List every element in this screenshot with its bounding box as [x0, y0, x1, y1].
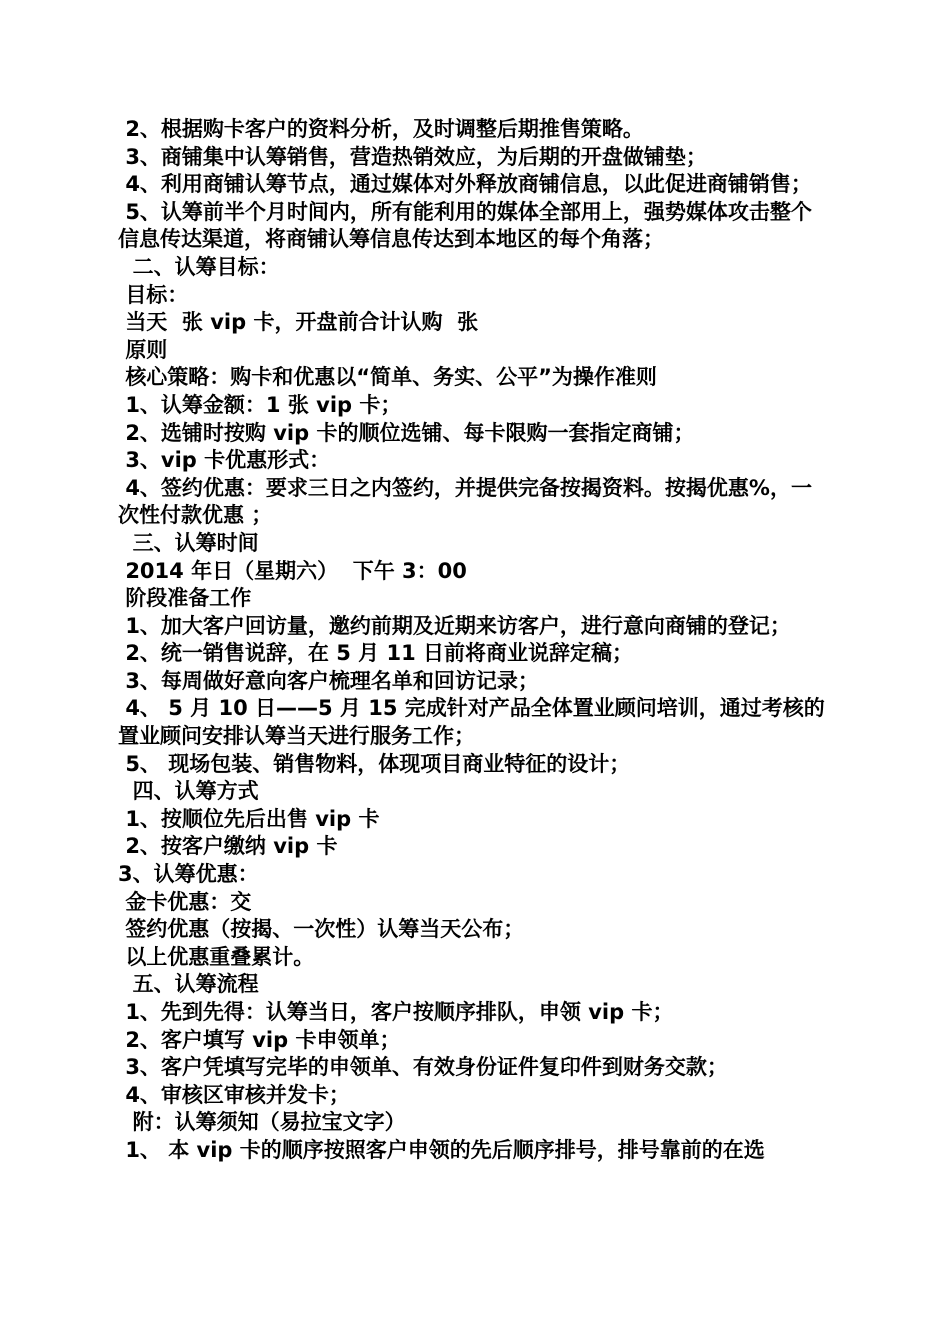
- text-line: 原则: [118, 337, 168, 362]
- text-line: 2、按客户缴纳 vip 卡: [118, 834, 338, 859]
- text-line: 3、客户凭填写完毕的申领单、有效身份证件复印件到财务交款；: [118, 1055, 728, 1080]
- text-line: 四、认筹方式: [118, 779, 259, 804]
- text-line: 金卡优惠：交: [118, 889, 252, 914]
- text-line: 2、选铺时按购 vip 卡的顺位选铺、每卡限购一套指定商铺；: [118, 420, 695, 445]
- text-line: 3、vip 卡优惠形式：: [118, 448, 331, 473]
- text-line: 4、审核区审核并发卡；: [118, 1082, 350, 1107]
- text-line: 以上优惠重叠累计。: [118, 944, 315, 969]
- text-line: 1、加大客户回访量，邀约前期及近期来访客户，进行意向商铺的登记；: [118, 613, 791, 638]
- text-line: 当天 张 vip 卡，开盘前合计认购 张: [118, 310, 479, 335]
- text-line: 二、认筹目标：: [118, 254, 280, 279]
- text-line: 附：认筹须知（易拉宝文字）: [118, 1110, 406, 1135]
- text-line: 2、统一销售说辞，在 5 月 11 日前将商业说辞定稿；: [118, 641, 634, 666]
- text-line: 签约优惠（按揭、一次性）认筹当天公布；: [118, 917, 525, 942]
- text-line: 2、根据购卡客户的资料分析，及时调整后期推售策略。: [118, 117, 644, 141]
- text-line: 3、商铺集中认筹销售，营造热销效应，为后期的开盘做铺垫；: [118, 144, 707, 169]
- text-line: 阶段准备工作: [118, 586, 252, 611]
- text-line: 目标：: [118, 282, 189, 307]
- document-body: [118, 116, 832, 1165]
- text-line: 5、认筹前半个月时间内，所有能利用的媒体全部用上，强势媒体攻击整个信息传达渠道，将商铺认筹信息传达到本地区的每个角落；: [118, 199, 812, 252]
- text-line: 1、 本 vip 卡的顺序按照客户申领的先后顺序排号，排号靠前的在选: [118, 1137, 765, 1162]
- text-line: 三、认筹时间: [118, 530, 259, 555]
- text-line: 核心策略：购卡和优惠以“简单、务实、公平”为操作准则: [118, 365, 657, 390]
- text-line: 4、利用商铺认筹节点，通过媒体对外释放商铺信息，以此促进商铺销售；: [118, 172, 812, 197]
- text-line: 1、按顺位先后出售 vip 卡: [118, 806, 380, 831]
- text-line: 1、先到先得：认筹当日，客户按顺序排队，申领 vip 卡；: [118, 1000, 674, 1024]
- text-line: 2014 年日（星期六） 下午 3：00: [118, 558, 467, 583]
- text-line: 4、 5 月 10 日——5 月 15 完成针对产品全体置业顾问培训，通过考核的置业顾问安排认筹当天进行服务工作；: [118, 696, 825, 749]
- text-line: 2、客户填写 vip 卡申领单；: [118, 1027, 401, 1052]
- text-line: 五、认筹流程: [118, 972, 259, 997]
- text-line: 1、认筹金额：1 张 vip 卡；: [118, 392, 402, 417]
- text-line: 3、认筹优惠：: [118, 862, 259, 887]
- text-line: 4、签约优惠：要求三日之内签约，并提供完备按揭资料。按揭优惠%，一次性付款优惠 ；: [118, 475, 812, 528]
- text-line: 5、 现场包装、销售物料，体现项目商业特征的设计；: [118, 751, 631, 776]
- text-line: 3、每周做好意向客户梳理名单和回访记录；: [118, 668, 539, 693]
